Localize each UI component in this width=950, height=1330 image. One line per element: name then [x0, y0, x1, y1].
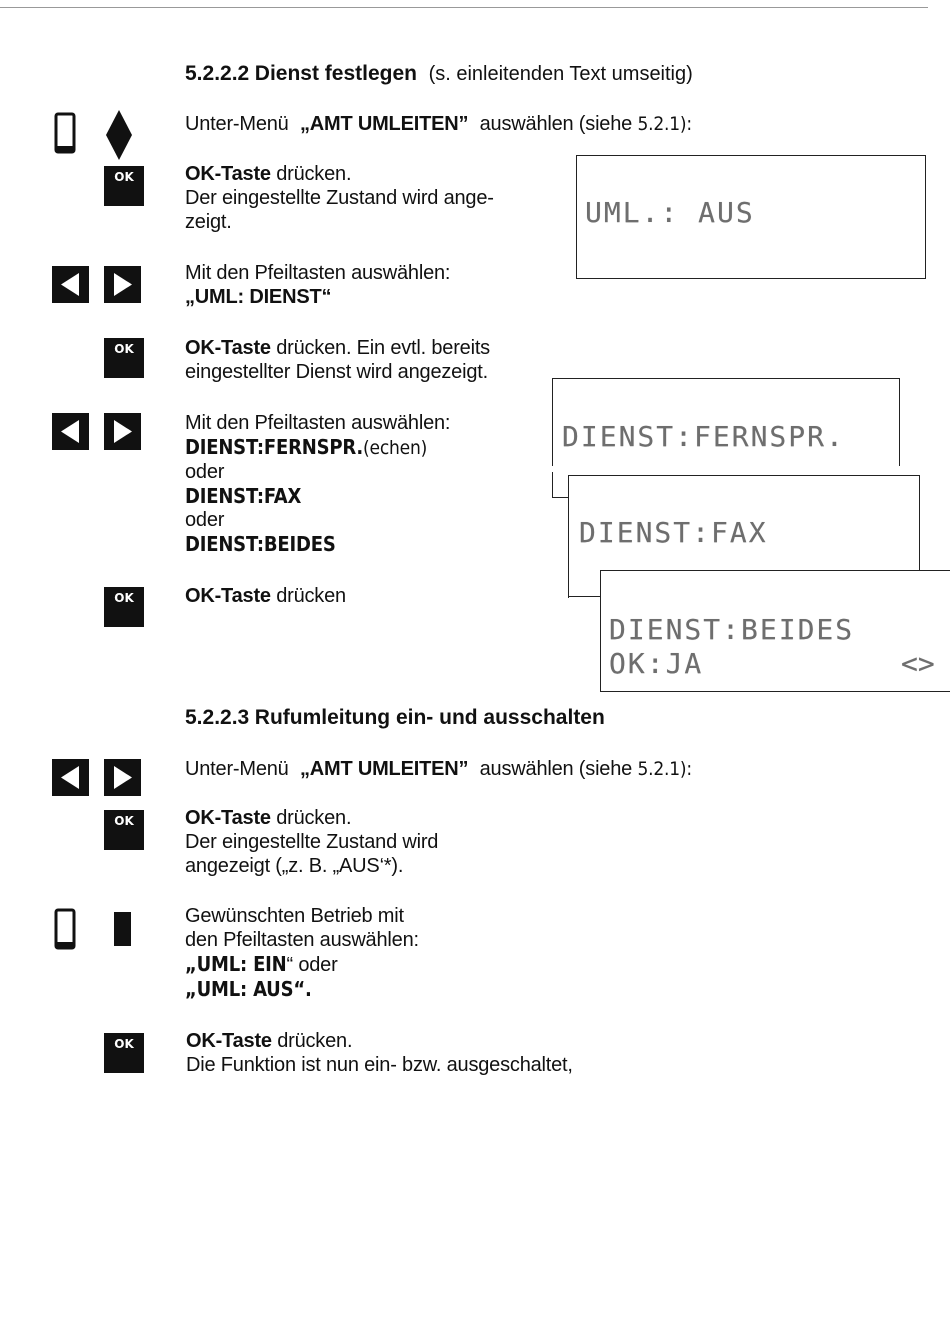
lcd-display-fernspr: DIENST:FERNSPR. [562, 420, 845, 453]
right-arrow-key-icon [104, 266, 141, 303]
step-ok-press-1: OK-Taste drücken. Der eingestellte Zustand wird ange- zeigt. [185, 163, 494, 233]
block-key-icon [114, 912, 131, 946]
section-heading-5-2-2-3 [185, 706, 605, 730]
lcd-text-line2: OK:JA [609, 647, 704, 680]
up-down-arrow-icon [104, 110, 134, 167]
section-title: Dienst festlegen [254, 62, 418, 85]
lcd-stack-connector [568, 596, 600, 597]
step-select-dienst: Mit den Pfeiltasten auswählen: DIENST:FERNSPR.(echen) oder DIENST:FAX oder DIENST:BEIDES [185, 412, 451, 556]
lcd-stack-connector [552, 497, 568, 498]
step-select-submenu-2: Unter-Menü „AMT UMLEITEN” auswählen (siehe 5.2.1): [185, 758, 692, 780]
top-rule [0, 7, 928, 8]
step-ok-press-5: OK-Taste drücken. Die Funktion ist nun ein- bzw. ausgeschaltet, [186, 1030, 573, 1076]
step-select-submenu: Unter-Menü „AMT UMLEITEN” auswählen (siehe 5.2.1): [185, 113, 692, 135]
section-title: Rufumleitung ein- und ausschalten [254, 706, 605, 729]
step-select-ein-aus: Gewünschten Betrieb mit den Pfeiltasten auswählen: „UML: EIN“ oder „UML: AUS“. [185, 905, 419, 1001]
handset-icon [54, 908, 78, 957]
ok-key-icon: OK [104, 338, 144, 378]
section-subtitle: (s. einleitenden Text umseitig) [428, 63, 693, 85]
lcd-text: UML.: AUS [585, 196, 755, 229]
lcd-stack-left-line [552, 378, 553, 466]
right-arrow-key-icon [104, 413, 141, 450]
lcd-display-uml-aus [576, 155, 926, 279]
ok-key-icon: OK [104, 810, 144, 850]
ok-key-icon: OK [104, 587, 144, 627]
step-select-uml-dienst: Mit den Pfeiltasten auswählen: „UML: DIENST“ [185, 262, 451, 308]
left-arrow-key-icon [52, 413, 89, 450]
lcd-stack-right-line [899, 378, 900, 466]
step-ok-press-3: OK-Taste drücken [185, 585, 346, 607]
left-arrow-key-icon [52, 266, 89, 303]
section-heading-5-2-2-2 [185, 62, 693, 86]
step-ok-press-4: OK-Taste drücken. Der eingestellte Zustand wird angezeigt („z. B. „AUS‘*). [185, 807, 439, 877]
lcd-arrows: <> [901, 647, 935, 680]
step-ok-press-2: OK-Taste drücken. Ein evtl. bereits eingestellter Dienst wird angezeigt. [185, 337, 490, 383]
lcd-stack-top-line [552, 378, 900, 379]
section-number: 5.2.2.3 [185, 706, 250, 729]
left-arrow-key-icon [52, 759, 89, 796]
right-arrow-key-icon [104, 759, 141, 796]
section-number: 5.2.2.2 [185, 62, 250, 85]
lcd-text-line1: DIENST:BEIDES [609, 613, 855, 646]
handset-icon [54, 112, 78, 161]
lcd-text: DIENST:FAX [579, 516, 768, 549]
lcd-display-beides [600, 570, 950, 692]
ok-key-icon: OK [104, 166, 144, 206]
lcd-stack-connector [552, 472, 553, 498]
ok-key-icon: OK [104, 1033, 144, 1073]
